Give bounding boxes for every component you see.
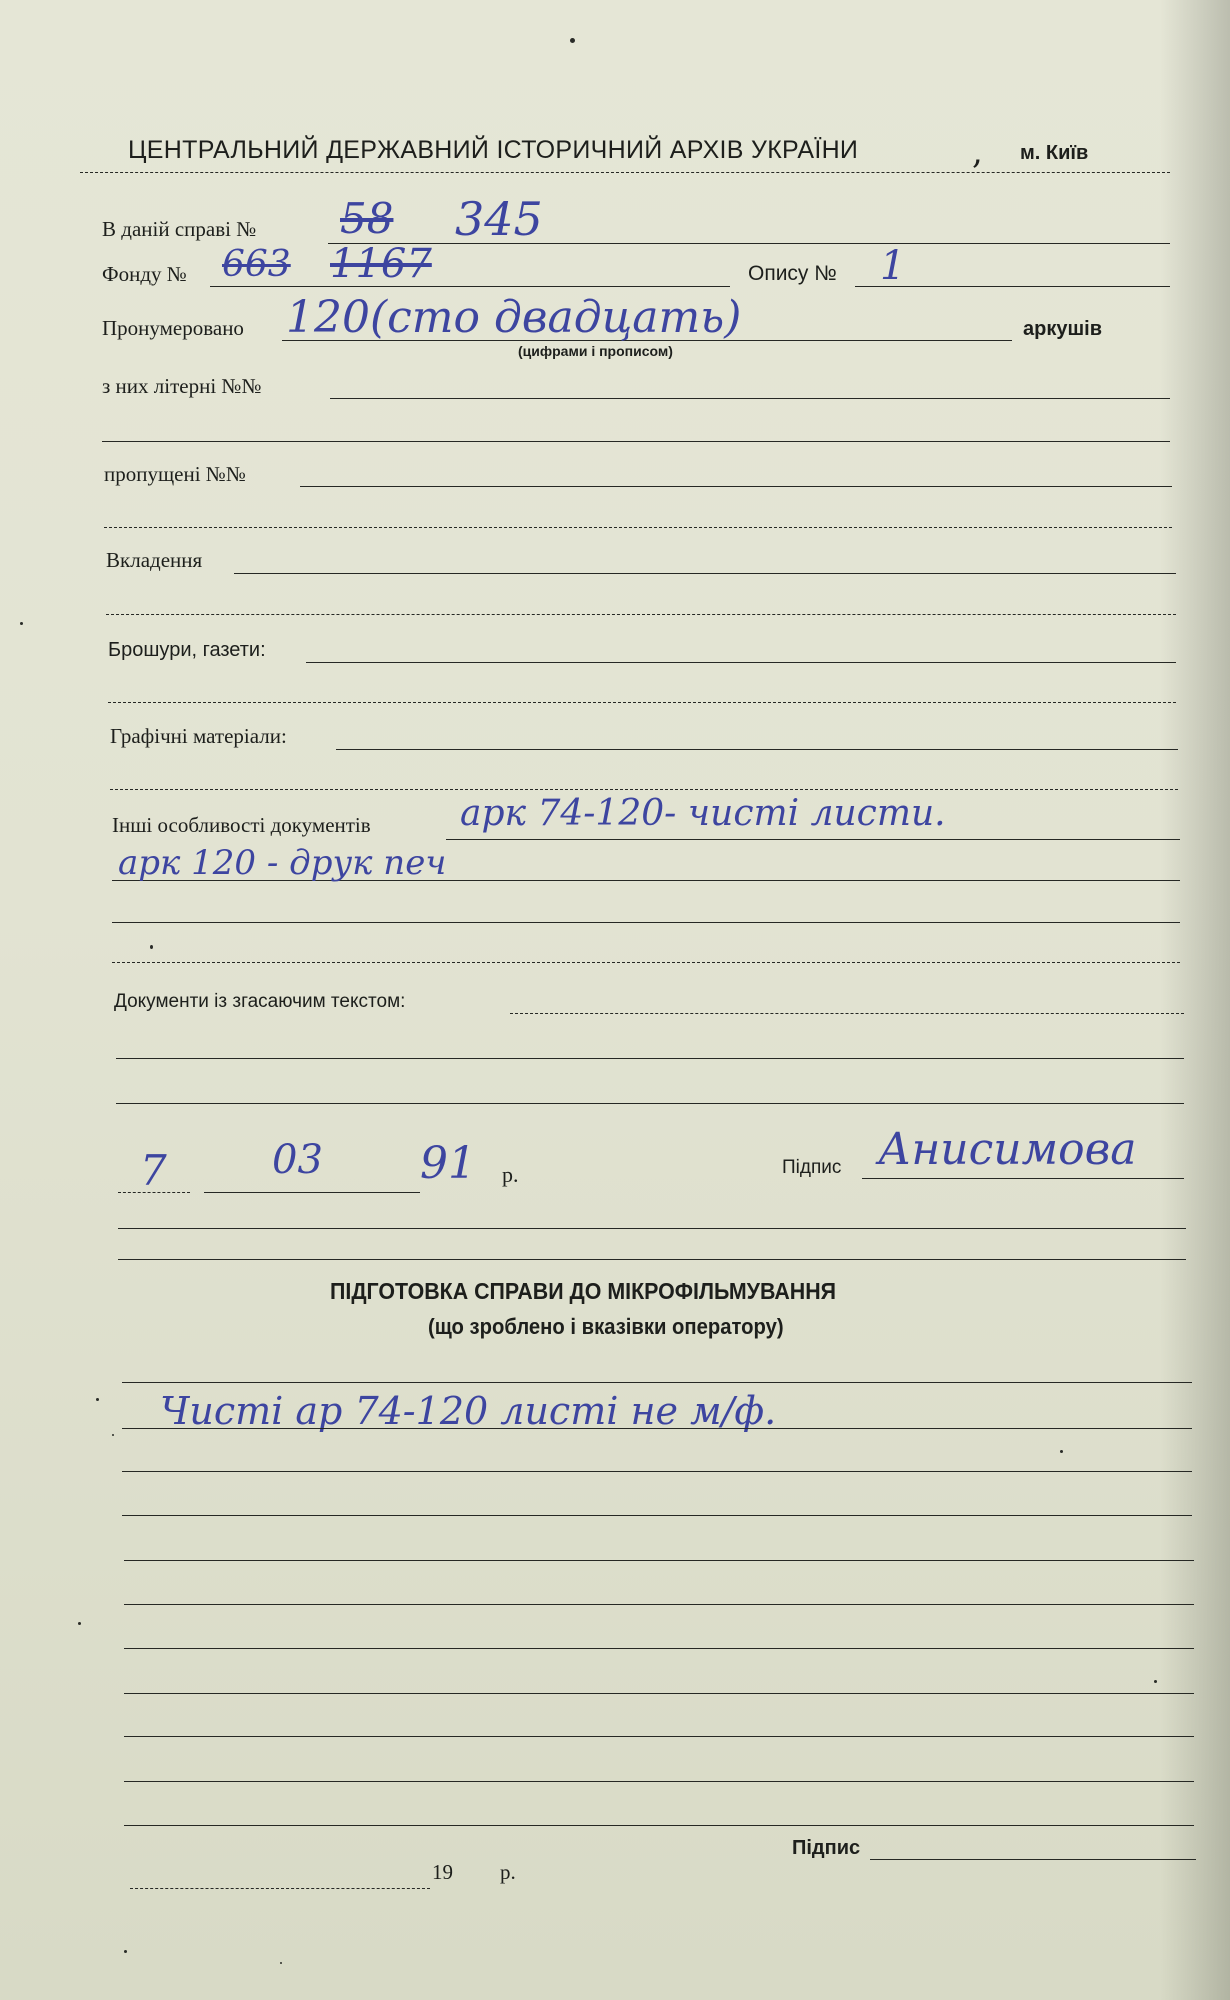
microfilm-line-4 <box>122 1515 1192 1516</box>
sheets-label: аркушів <box>1023 318 1102 340</box>
date-month-line <box>204 1192 420 1193</box>
graphics-line <box>336 749 1178 750</box>
microfilm-line-7 <box>124 1648 1194 1649</box>
microfilm-line-8 <box>124 1693 1194 1694</box>
case-number-label: В даній справі № <box>102 217 257 241</box>
bottom-year-prefix: 19 <box>432 1860 453 1884</box>
inserts-line <box>234 573 1176 574</box>
signature-line <box>862 1178 1184 1179</box>
other-features-label: Інші особливості документів <box>112 813 371 837</box>
date-year: 91 <box>420 1138 476 1189</box>
skipped-line-2 <box>104 527 1172 528</box>
speck <box>150 945 153 949</box>
header-comma: , <box>972 132 983 172</box>
page-edge-shadow <box>1160 0 1230 2000</box>
fading-text-line-2 <box>116 1058 1184 1059</box>
other-features-line <box>446 839 1180 840</box>
inserts-label: Вкладення <box>106 548 203 572</box>
skipped-label: пропущені №№ <box>104 462 246 486</box>
numbered-label: Пронумеровано <box>102 316 244 340</box>
microfilm-line-3 <box>122 1471 1192 1472</box>
fond-line <box>210 286 730 287</box>
other-features-line-4 <box>112 962 1180 963</box>
brochures-line <box>306 662 1176 663</box>
signature-label: Підпис <box>782 1157 842 1178</box>
microfilm-line-5 <box>124 1560 1194 1561</box>
date-month: 03 <box>272 1137 323 1183</box>
date-rule-2 <box>118 1228 1186 1229</box>
microfilm-note: Чисті ар 74-120 листі не м/ф. <box>160 1389 777 1433</box>
speck <box>280 1962 282 1964</box>
speck <box>78 1622 81 1625</box>
bottom-year-suffix: р. <box>500 1860 516 1884</box>
microfilm-line-10 <box>124 1781 1194 1782</box>
fading-text-line-3 <box>116 1103 1184 1104</box>
fading-text-label: Документи із згасаючим текстом: <box>114 991 406 1012</box>
fading-text-line <box>510 1013 1184 1014</box>
signature-value: Анисимова <box>878 1124 1137 1175</box>
date-rule-3 <box>118 1259 1186 1260</box>
fond-old-value: 663 <box>222 244 291 285</box>
date-year-suffix: р. <box>502 1162 519 1187</box>
case-number-value: 345 <box>455 192 543 246</box>
fond-value: 1167 <box>330 241 432 287</box>
graphics-line-2 <box>110 789 1178 790</box>
date-day: 7 <box>140 1146 167 1195</box>
fond-label: Фонду № <box>102 262 187 286</box>
microfilm-subtitle: (що зроблено і вказівки оператору) <box>428 1314 784 1339</box>
archive-city: м. Київ <box>1020 142 1089 164</box>
other-features-line-3 <box>112 922 1180 923</box>
microfilm-line-1 <box>122 1382 1192 1383</box>
speck <box>1154 1680 1157 1683</box>
microfilm-title: ПІДГОТОВКА СПРАВИ ДО МІКРОФІЛЬМУВАННЯ <box>330 1278 837 1304</box>
case-number-old-value: 58 <box>340 194 394 243</box>
bottom-date-line <box>130 1888 430 1889</box>
speck <box>20 622 23 625</box>
skipped-line <box>300 486 1172 487</box>
header-rule <box>80 172 1170 173</box>
bottom-signature-line <box>870 1859 1196 1860</box>
microfilm-line-2 <box>122 1428 1192 1429</box>
other-features-value-2: арк 120 - друк печ <box>118 843 447 883</box>
brochures-line-2 <box>108 702 1176 703</box>
numbered-hint: (цифрами і прописом) <box>518 343 673 359</box>
lettered-line-2 <box>102 441 1170 442</box>
lettered-label: з них літерні №№ <box>102 374 262 398</box>
inserts-line-2 <box>106 614 1176 615</box>
graphics-label: Графічні матеріали: <box>110 724 287 748</box>
opys-value: 1 <box>880 243 906 289</box>
archive-name: ЦЕНТРАЛЬНИЙ ДЕРЖАВНИЙ ІСТОРИЧНИЙ АРХІВ УКРАЇНИ <box>128 136 859 164</box>
other-features-value-1: арк 74-120- чисті листи. <box>460 793 946 834</box>
speck <box>570 38 575 43</box>
numbered-value: 120(сто двадцать) <box>286 292 742 343</box>
speck <box>124 1950 127 1953</box>
brochures-label: Брошури, газети: <box>108 639 266 661</box>
speck <box>112 1434 114 1436</box>
bottom-signature-label: Підпис <box>792 1837 861 1859</box>
lettered-line <box>330 398 1170 399</box>
speck <box>96 1398 99 1401</box>
microfilm-line-11 <box>124 1825 1194 1826</box>
opys-label: Опису № <box>748 262 837 285</box>
speck <box>1060 1450 1063 1453</box>
microfilm-line-6 <box>124 1604 1194 1605</box>
microfilm-line-9 <box>124 1736 1194 1737</box>
